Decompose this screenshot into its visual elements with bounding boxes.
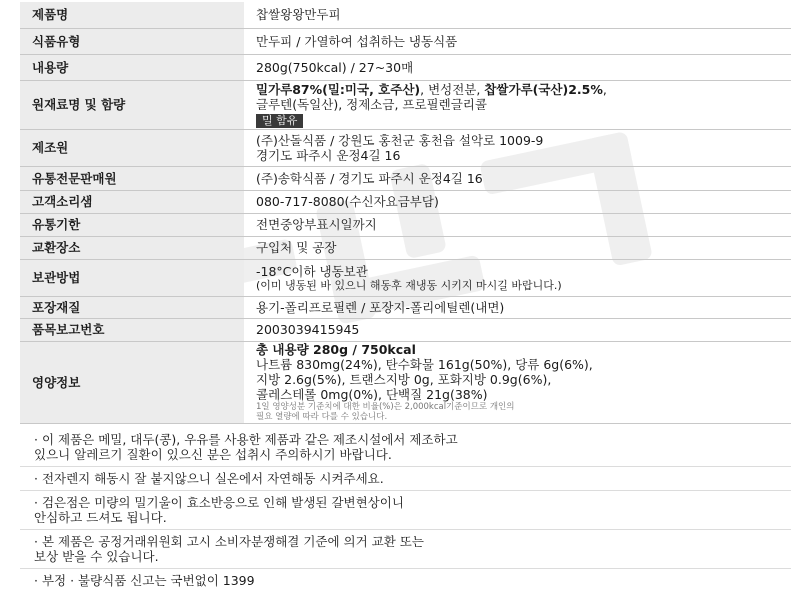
notice-line: · 검은점은 미량의 밀기울이 효소반응으로 인해 발생된 갈변현상이니 — [34, 495, 404, 510]
label-expiry: 유통기한 — [20, 213, 244, 236]
row-volume — [20, 54, 791, 80]
maker-line2: 경기도 파주시 운정4길 16 — [256, 147, 401, 163]
notice-report — [20, 569, 791, 592]
value-storage — [244, 259, 791, 296]
notice-line: 보상 받을 수 있습니다. — [34, 549, 159, 564]
value-customer-service: 080-717-8080(수신자요금부담) — [244, 190, 791, 213]
label-product-name: 제품명 — [20, 2, 244, 28]
notice-line: · 부정 · 불량식품 신고는 국번없이 1399 — [34, 573, 255, 588]
label-nutrition: 영양정보 — [20, 341, 244, 423]
row-packaging — [20, 296, 791, 318]
ingredient-sep: , — [602, 81, 607, 97]
ingredient-flour: 밀가루87%(밀:미국, 호주산) — [256, 81, 421, 97]
value-nutrition — [244, 341, 791, 423]
row-exchange — [20, 236, 791, 259]
notice-line: · 전자렌지 해동시 잘 붙지않으니 실온에서 자연해동 시켜주세요. — [34, 471, 384, 486]
value-expiry: 전면중앙부표시일까지 — [244, 213, 791, 236]
notice-list — [20, 428, 791, 592]
row-storage — [20, 259, 791, 296]
row-customer-service — [20, 190, 791, 213]
notice-thaw — [20, 467, 791, 491]
label-volume: 내용량 — [20, 54, 244, 80]
value-volume: 280g(750kcal) / 27~30매 — [244, 54, 791, 80]
nutrition-line2: 나트륨 830mg(24%), 탄수화물 161g(50%), 당류 6g(6%), — [256, 357, 593, 372]
storage-line1: -18°C이하 냉동보관 — [256, 263, 368, 279]
label-customer-service: 고객소리샘 — [20, 190, 244, 213]
notice-line: 있으니 알레르기 질환이 있으신 분은 섭취시 주의하시기 바랍니다. — [34, 447, 392, 462]
row-seller — [20, 166, 791, 190]
row-maker — [20, 129, 791, 166]
nutrition-note1: 1일 영양성분 기준치에 대한 비율(%)은 2,000kcal기준이므로 개인의 — [256, 402, 515, 412]
nutrition-total: 총 내용량 280g / 750kcal — [256, 342, 416, 357]
row-report-number — [20, 318, 791, 341]
value-maker — [244, 129, 791, 166]
row-nutrition — [20, 341, 791, 423]
value-exchange: 구입처 및 공장 — [244, 236, 791, 259]
value-seller: (주)송학식품 / 경기도 파주시 운정4길 16 — [244, 166, 791, 190]
value-ingredients — [244, 80, 791, 129]
storage-line2: (이미 냉동된 바 있으니 해동후 재냉동 시키지 마시길 바랍니다.) — [256, 278, 562, 292]
product-info-table — [20, 2, 791, 424]
value-report-number: 2003039415945 — [244, 318, 791, 341]
row-product-name — [20, 2, 791, 28]
row-food-type — [20, 28, 791, 54]
notice-allergy — [20, 428, 791, 467]
label-food-type: 식품유형 — [20, 28, 244, 54]
label-seller: 유통전문판매원 — [20, 166, 244, 190]
nutrition-note2: 필요 열량에 따라 다를 수 있습니다. — [256, 412, 388, 422]
allergen-badge: 밀 함유 — [256, 114, 303, 128]
notice-line: 안심하고 드셔도 됩니다. — [34, 510, 167, 525]
notice-exchange — [20, 530, 791, 569]
label-report-number: 품목보고번호 — [20, 318, 244, 341]
label-ingredients: 원재료명 및 함량 — [20, 80, 244, 129]
value-food-type: 만두피 / 가열하여 섭취하는 냉동식품 — [244, 28, 791, 54]
nutrition-line4: 콜레스테롤 0mg(0%), 단백질 21g(38%) — [256, 387, 488, 402]
label-maker: 제조원 — [20, 129, 244, 166]
nutrition-line3: 지방 2.6g(5%), 트랜스지방 0g, 포화지방 0.9g(6%), — [256, 372, 552, 387]
maker-line1: (주)산돌식품 / 강원도 홍천군 홍천읍 설악로 1009-9 — [256, 132, 544, 148]
notice-line: · 본 제품은 공정거래위원회 고시 소비자분쟁해결 기준에 의거 교환 또는 — [34, 534, 424, 549]
ingredient-rice-flour: 찹쌀가루(국산)2.5% — [484, 81, 603, 97]
notice-black-dots — [20, 491, 791, 530]
value-packaging: 용기-폴리프로필렌 / 포장지-폴리에틸렌(내면) — [244, 296, 791, 318]
value-product-name: 찹쌀왕왕만두피 — [244, 2, 791, 28]
row-expiry — [20, 213, 791, 236]
notice-line: · 이 제품은 메밀, 대두(콩), 우유를 사용한 제품과 같은 제조시설에서 제조하고 — [34, 432, 458, 447]
ingredient-starch: , 변성전분, — [420, 81, 485, 97]
label-storage: 보관방법 — [20, 259, 244, 296]
ingredient-line2: 글루텐(독일산), 정제소금, 프로필렌글리콜 — [256, 96, 487, 112]
row-ingredients — [20, 80, 791, 129]
label-packaging: 포장재질 — [20, 296, 244, 318]
label-exchange: 교환장소 — [20, 236, 244, 259]
